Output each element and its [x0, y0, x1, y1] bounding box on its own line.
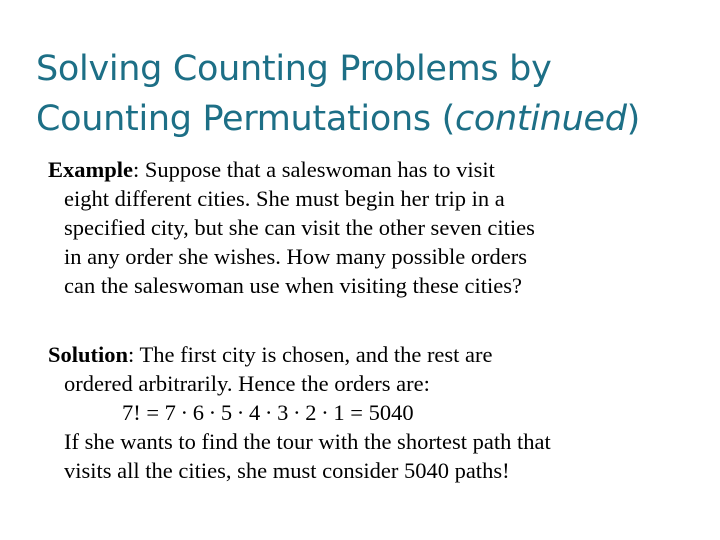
example-line-5: can the saleswoman use when visiting these cities? [64, 273, 522, 298]
title-line-2 [36, 94, 696, 144]
slide-title [36, 44, 696, 144]
example-line-1 [48, 155, 668, 184]
solution-paragraph [48, 340, 688, 485]
title-line-1 [36, 44, 696, 94]
solution-line-5: visits all the cities, she must consider 5040 paths! [64, 458, 510, 483]
example-line-1-text: : Suppose that a saleswoman has to visit [133, 157, 495, 182]
example-paragraph [48, 155, 668, 300]
title-line-2-prefix: Counting Permutations ( [36, 99, 455, 139]
solution-line-1 [48, 340, 688, 369]
solution-label: Solution [48, 342, 129, 367]
example-line-2: eight different cities. She must begin her trip in a [64, 186, 505, 211]
title-line-2-suffix: ) [626, 99, 641, 139]
title-line-1-text: Solving Counting Problems by [36, 49, 552, 89]
solution-line-2: ordered arbitrarily. Hence the orders are: [64, 371, 430, 396]
example-label: Example [48, 157, 134, 182]
example-line-4: in any order she wishes. How many possible orders [64, 244, 528, 269]
title-line-2-italic: continued [454, 99, 627, 139]
solution-line-4: If she wants to find the tour with the shortest path that [64, 429, 551, 454]
solution-line-1-text: : The first city is chosen, and the rest are [128, 342, 493, 367]
solution-formula: 7! = 7 ∙ 6 ∙ 5 ∙ 4 ∙ 3 ∙ 2 ∙ 1 = 5040 [122, 400, 414, 425]
example-line-3: specified city, but she can visit the other seven cities [64, 215, 535, 240]
